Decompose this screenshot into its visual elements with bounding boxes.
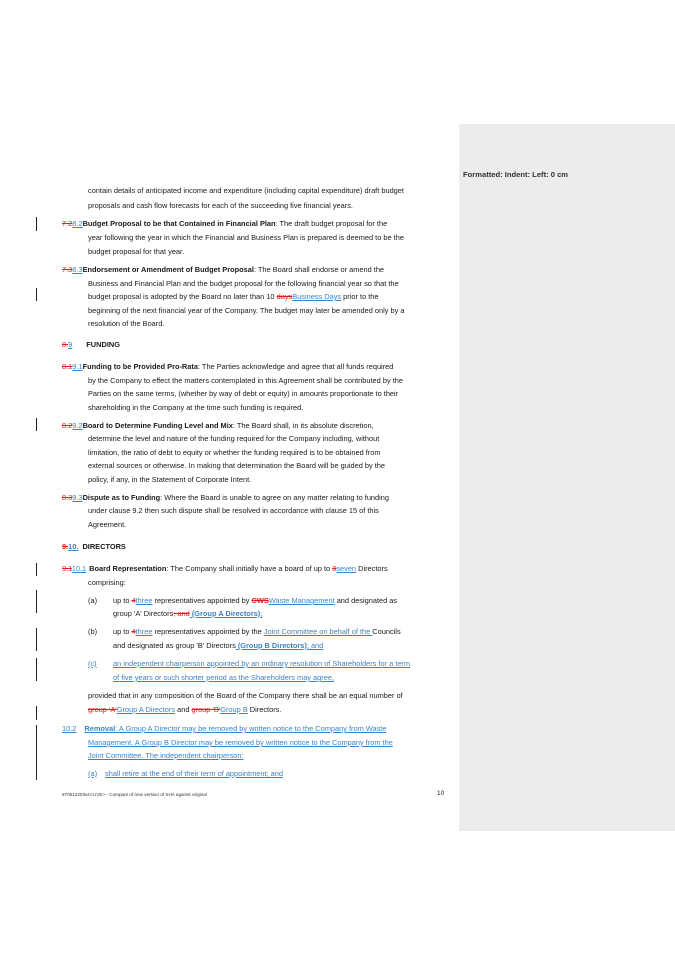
text-run: under clause 9.2 then such dispute shall be resolved in accordance with clause 15 of this (88, 506, 379, 515)
text-line (88, 476, 251, 483)
deleted-text: 9.1 (62, 564, 72, 573)
deleted-text: 8.3 (62, 493, 73, 502)
text-run: Directors (356, 564, 388, 573)
text-line (88, 579, 126, 586)
text-run: : The draft budget proposal for the (275, 219, 388, 228)
inserted-text: Business Days (292, 292, 342, 301)
text-line (113, 674, 334, 681)
change-bar (36, 725, 37, 780)
deleted-text: 7.3 (62, 265, 73, 274)
inserted-text: (Group B Directors) (235, 641, 307, 650)
deleted-text: 4 (131, 627, 136, 636)
inserted-text: (c) (88, 659, 97, 668)
deleted-text: CWS (251, 596, 269, 605)
text-line (88, 307, 405, 314)
inserted-text: (Group A Directors) (189, 609, 261, 618)
change-bar (36, 590, 37, 613)
list-label: (b) (88, 627, 98, 636)
inserted-text: 9 (68, 340, 73, 349)
text-line (88, 449, 381, 456)
text-run: : Where the Board is unable to agree on any matter relating to funding (160, 493, 390, 502)
text-run: comprising: (88, 578, 126, 587)
section-heading: FUNDING (86, 340, 120, 349)
inserted-text: 10.2 (62, 724, 77, 733)
clause-heading-budget-proposal (62, 220, 387, 227)
inserted-text: Group B (220, 705, 248, 714)
text-line (88, 739, 393, 746)
text-line (88, 462, 385, 469)
text-line (88, 234, 404, 241)
change-bar (36, 418, 37, 431)
text-run: : The Company shall initially have a board of up to (166, 564, 333, 573)
inserted-text: three (135, 627, 153, 636)
change-bar (36, 217, 37, 231)
text-run: representatives appointed by (152, 596, 252, 605)
deleted-text: 4 (131, 596, 136, 605)
text-line (113, 597, 397, 604)
text-run: : The Board shall, in its absolute discretion, (232, 421, 374, 430)
text-run: Business and Financial Plan and the budget proposal for the following financial year so that the (88, 279, 399, 288)
text-run: up to (113, 627, 132, 636)
inserted-text: 9.2 (72, 421, 83, 430)
text-line (88, 404, 303, 411)
change-bar (36, 288, 37, 301)
text-run: and designated as group 'B' Directors (113, 641, 236, 650)
formatted-comment-label: Formatted: Indent: Left: 0 cm (463, 170, 569, 179)
change-bar (36, 628, 37, 651)
text-run: year following the year in which the Financial and Business Plan is prepared is deemed to be the (88, 233, 404, 242)
text-line (88, 692, 403, 699)
inserted-text: 9.3 (72, 493, 83, 502)
text-line (88, 377, 403, 384)
text-run: : The Parties acknowledge and agree that all funds required (197, 362, 394, 371)
list-label: (a) (88, 596, 98, 605)
text-run: and (175, 705, 192, 714)
text-run: limitation, the ratio of debt to equity or whether the funding required is to be obtained from (88, 448, 381, 457)
deleted-text: 8 (332, 564, 337, 573)
inserted-text: : A Group A Director may be removed by written notice to the Company from Waste (115, 724, 387, 733)
text-run: beginning of the next financial year of the Company. The budget may later be amended only by a (88, 306, 405, 315)
text-run: Directors. (247, 705, 282, 714)
text-run: group 'A' Directors (113, 609, 174, 618)
deleted-text: 8. (62, 340, 69, 349)
deleted-text: 8.2 (62, 421, 73, 430)
text-line (113, 610, 262, 617)
text-line (88, 202, 353, 209)
text-run: proposals and cash flow forecasts for each of the succeeding five financial years. (88, 201, 353, 210)
inserted-text: Waste Management (268, 596, 335, 605)
text-run: provided that in any composition of the Board of the Company there shall be an equal number of (88, 691, 403, 700)
text-run: external sources or otherwise. In making that determination the Board will be guided by the (88, 461, 386, 470)
deleted-text: 7.2 (62, 219, 73, 228)
text-line (88, 280, 399, 287)
text-run: : The Board shall endorse or amend the (253, 265, 385, 274)
section-heading-directors (62, 543, 126, 550)
text-line (113, 628, 401, 635)
clause-heading-removal (62, 725, 386, 732)
text-line (88, 770, 283, 777)
inserted-text: an independent chairperson appointed by an ordinary resolution of Shareholders for a term (113, 659, 411, 668)
inserted-text: shall retire at the end of their term of appointment; and (105, 769, 283, 778)
text-line (88, 706, 281, 713)
list-item-c (88, 660, 97, 667)
text-run: Councils (372, 627, 401, 636)
list-item-a (88, 597, 97, 604)
change-bar (36, 563, 37, 576)
text-line (88, 390, 398, 397)
inserted-text: Joint Committee. The independent chairperson: (88, 751, 244, 760)
deleted-text: 9. (62, 542, 69, 551)
text-line (88, 752, 244, 759)
inserted-text: Management. A Group B Director may be removed by written notice to the Company from the (88, 738, 393, 747)
text-run: up to (113, 596, 132, 605)
clause-heading: Funding to be Provided Pro-Rata (82, 362, 198, 371)
change-bar (36, 706, 37, 720)
text-run: and designated as (334, 596, 398, 605)
deleted-text: 8.1 (62, 362, 73, 371)
deleted-text: group 'B' (191, 705, 221, 714)
inserted-text: 8.2 (72, 219, 83, 228)
inserted-text: (a) (88, 769, 98, 778)
clause-heading: Board Representation (89, 564, 167, 573)
deleted-text: days (276, 292, 293, 301)
clause-heading: Endorsement or Amendment of Budget Proposal (82, 265, 254, 274)
inserted-text: 10. (68, 542, 79, 551)
text-run: shareholding in the Company at the time such funding is required. (88, 403, 304, 412)
clause-heading-board-representation (62, 565, 388, 572)
text-line (88, 435, 379, 442)
inserted-text: 10.1 (71, 564, 87, 573)
deleted-text: group 'A' (88, 705, 117, 714)
inserted-text: ; and (306, 641, 324, 650)
clause-heading-dispute (62, 494, 389, 501)
inserted-text: of five years or such shorter period as the Shareholders may agree, (113, 673, 335, 682)
clause-heading-funding-level (62, 422, 374, 429)
clause-heading: Board to Determine Funding Level and Mix (82, 421, 233, 430)
inserted-text: 8.3 (72, 265, 83, 274)
text-run: budget proposal is adopted by the Board no later than 10 (88, 292, 277, 301)
inserted-text: Group A Directors (116, 705, 176, 714)
clause-heading-pro-rata (62, 363, 393, 370)
text-run: by the Company to effect the matters contemplated in this Agreement shall be contributed by the (88, 376, 403, 385)
text-run: Parties on the same terms, (whether by way of debt or equity) in amounts proportionate to their (88, 389, 399, 398)
section-heading-funding (62, 341, 120, 348)
change-bar (36, 658, 37, 681)
text-line (88, 248, 184, 255)
section-heading: DIRECTORS (82, 542, 126, 551)
text-run: Agreement. (88, 520, 127, 529)
inserted-text: three (135, 596, 153, 605)
clause-heading-endorsement (62, 266, 384, 273)
text-run: budget proposal for that year. (88, 247, 185, 256)
text-run: determine the level and nature of the funding required for the Company including, without (88, 434, 380, 443)
text-line (88, 521, 126, 528)
inserted-text: seven (336, 564, 357, 573)
inserted-text: Removal (84, 724, 116, 733)
text-line (113, 642, 323, 649)
text-line (88, 187, 404, 194)
footer-doc-id: 870512203v4<LIVE> - Compare of new version of SHA against original (62, 792, 207, 797)
deleted-text: ; and (173, 609, 190, 618)
text-run: contain details of anticipated income and expenditure (including capital expenditure) draft budget (88, 186, 404, 195)
text-run: resolution of the Board. (88, 319, 165, 328)
clause-heading: Budget Proposal to be that Contained in Financial Plan (82, 219, 276, 228)
text-line (113, 660, 410, 667)
text-line (88, 507, 379, 514)
text-run: prior to the (341, 292, 379, 301)
clause-heading: Dispute as to Funding (82, 493, 161, 502)
text-line (88, 320, 164, 327)
comment-margin-panel (459, 124, 675, 831)
text-line (88, 293, 379, 300)
page-number: 10 (437, 790, 445, 797)
text-run: representatives appointed by the (152, 627, 264, 636)
list-item-b (88, 628, 97, 635)
inserted-text: 9.1 (72, 362, 83, 371)
inserted-text: ; (260, 609, 263, 618)
inserted-text: Joint Committee on behalf of the (263, 627, 373, 636)
text-run: policy, if any, in the Statement of Corporate Intent. (88, 475, 252, 484)
